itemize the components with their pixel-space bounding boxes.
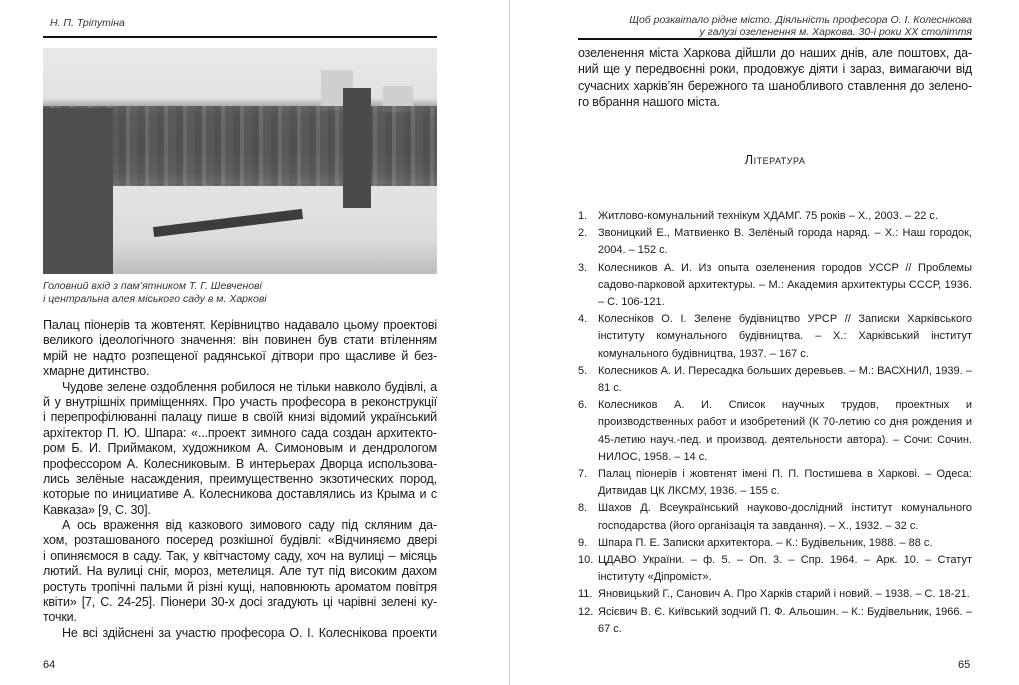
reference-text: Шпара П. Е. Записки архитектора. – К.: Будівельник, 1988. – 88 с. xyxy=(598,536,933,549)
text-line: го вбрання нашого міста. xyxy=(578,95,720,110)
reference-number: 11. xyxy=(578,588,593,601)
reference-item xyxy=(578,552,972,586)
reference-number: 6. xyxy=(578,399,588,412)
reference-number: 7. xyxy=(578,468,588,481)
reference-text: Колесніков О. І. Зелене будівництво УРСР // Записки Харківського інституту комунального будівництва. – Х.: Харківський інститут комунального будівництва, 1937. – 167 с. xyxy=(598,313,972,360)
text-line: профессором А. Колесниковым. В интерьерах Дворца использова- xyxy=(43,456,437,471)
reference-text: Колесников А. И. Список научных трудов, проектных и производственных работ и изобретений (К 70-летию со дня рождения и 45-летию науч.-пед. и производ. деятельности автора). – Сочи: Сочин. НИЛОС, 1958. – 14 с. xyxy=(598,399,972,463)
header-rule xyxy=(43,36,437,38)
reference-item xyxy=(578,363,972,397)
text-line: архітектор П. Ю. Шпара: «...проект зимного сада создан архитекто- xyxy=(43,425,437,440)
text-line: мрій не надто розпещеної радянської дітвори про щасливе й без- xyxy=(43,348,437,363)
text-line: А ось враження від казкового зимового саду під скляним да- xyxy=(62,518,437,533)
reference-text: Яновицький Г., Санович А. Про Харків старий і новий. – 1938. – С. 18-21. xyxy=(598,588,970,601)
running-head-line: у галузі озеленення м. Харкова. 30-і роки ХХ століття xyxy=(699,26,972,38)
text-line: лись зелёные насаждения, преимущественно экзотических пород, xyxy=(43,471,437,486)
text-line: квіти» [7, С. 24-25]. Піонери 30-х досі згадують ці чарівні зелені ку- xyxy=(43,595,437,610)
header-rule xyxy=(578,38,972,40)
text-line: хом, розташованого посеред розкішної будівлі: «Відчиняємо двері xyxy=(43,533,437,548)
reference-item xyxy=(578,466,972,500)
reference-item xyxy=(578,311,972,363)
reference-number: 1. xyxy=(578,210,588,222)
text-line: й у внутрішніх приміщеннях. Про участь професора в реконструкції xyxy=(43,394,437,409)
text-line: Чудове зелене оздоблення робилося не тільки навколо будівлі, а xyxy=(62,379,437,394)
page-number: 64 xyxy=(43,659,56,671)
text-line: лютий. На вулиці сніг, мороз, метелиця. Але тут під високим дахом xyxy=(43,564,437,579)
reference-number: 3. xyxy=(578,261,588,274)
reference-number: 12. xyxy=(578,605,594,618)
reference-text: Шахов Д. Всеукраїнський науково-дослідний інститут комунального господарства (його організація та завдання). – Х., 1932. – 32 с. xyxy=(598,502,972,532)
reference-text: Звоницкий Е., Матвиенко В. Зелёный города наряд. – Х.: Наш городок, 2004. – 152 с. xyxy=(598,227,972,257)
reference-number: 4. xyxy=(578,313,588,326)
reference-item xyxy=(578,260,972,312)
reference-item xyxy=(578,397,972,466)
reference-number: 2. xyxy=(578,227,588,240)
reference-text: Колесников А. И. Из опыта озеленения городов УССР // Проблемы садово-парковой архитектуры. – М.: Академия архитектуры СССР, 1936. – С. 106-121. xyxy=(598,261,972,309)
reference-item xyxy=(578,535,972,552)
text-line: Не всі здійснені за участю професора О. І. Колеснікова проекти xyxy=(62,625,437,640)
body-text xyxy=(578,45,972,111)
text-line: точки. xyxy=(43,610,77,625)
reference-number: 10. xyxy=(578,554,594,567)
text-line: і опиняємося в саду. Так, у квітчастому саду, хоч на вулиці – місяць xyxy=(43,548,437,563)
text-line: Кавказа» [9, С. 30]. xyxy=(43,502,151,517)
reference-item xyxy=(578,208,972,225)
reference-text: Палац піонерів і жовтенят імені П. П. Постишева в Харкові. – Одеса: Дитвидав ЦК ЛКСМУ, 1936. – 155 с. xyxy=(598,468,972,498)
text-line: Палац піонерів та жовтенят. Керівництво надавало цьому проектові xyxy=(43,318,437,332)
reference-number: 9. xyxy=(578,536,588,549)
text-line: хмарне дитинство. xyxy=(43,364,150,379)
text-line: ром Б. И. Приймаком, художником А. Симоновым и дендрологом xyxy=(43,441,437,456)
text-line: великого ідеологічного значення: він повинен був стати втіленням xyxy=(43,333,437,348)
text-line: ростуть тропічні пальми й різні кущі, наповнюють ароматом повітря xyxy=(43,579,437,594)
reference-item xyxy=(578,500,972,534)
running-head-line: Щоб розквітало рідне місто. Діяльність професора О. І. Колеснікова xyxy=(629,14,972,26)
reference-number: 5. xyxy=(578,364,588,377)
reference-item xyxy=(578,604,972,638)
reference-item xyxy=(578,225,972,259)
running-head-author: Н. П. Тріпутіна xyxy=(50,17,125,29)
page-number: 65 xyxy=(958,659,971,671)
caption-line: Головний вхід з пам’ятником Т. Г. Шевченові xyxy=(43,280,262,292)
references-heading: Література xyxy=(744,152,806,167)
text-line: ний ще у передвоєнні роки, продовжує діяти і зараз, вимагаючи від xyxy=(578,62,972,77)
reference-text: Колесников А. И. Пересадка больших деревьев. – М.: ВАСХНИЛ, 1939. – 81 с. xyxy=(598,364,972,395)
photo-caption xyxy=(43,280,267,305)
reference-text: ЦДАВО України. – ф. 5. – Оп. 3. – Спр. 1964. – Арк. 10. – Статут інституту «Діпроміст». xyxy=(598,554,972,584)
reference-item xyxy=(578,586,972,603)
references-list xyxy=(578,208,972,638)
historical-photo xyxy=(43,48,437,274)
text-line: озеленення міста Харкова дійшли до наших днів, але поштовх, да- xyxy=(578,46,972,60)
reference-text: Житлово-комунальний технікум ХДАМГ. 75 років – Х., 2003. – 22 с. xyxy=(598,210,938,222)
running-head-title xyxy=(629,14,972,38)
caption-line: і центральна алея міського саду в м. Харкові xyxy=(43,292,267,305)
text-line: сучасних харків’ян бережного та шанобливого ставлення до зелено- xyxy=(578,78,972,93)
text-line: і перепрофілюванні палацу пише в своїй книзі відомий український xyxy=(43,410,437,425)
reference-text: Ясієвич В. Є. Київський зодчий П. Ф. Альошин. – К.: Будівельник, 1966. – 67 с. xyxy=(598,605,972,635)
body-text xyxy=(43,318,437,641)
text-line: которые по инициативе А. Колесникова доставлялись из Крыма и с xyxy=(43,487,437,502)
reference-number: 8. xyxy=(578,502,588,515)
